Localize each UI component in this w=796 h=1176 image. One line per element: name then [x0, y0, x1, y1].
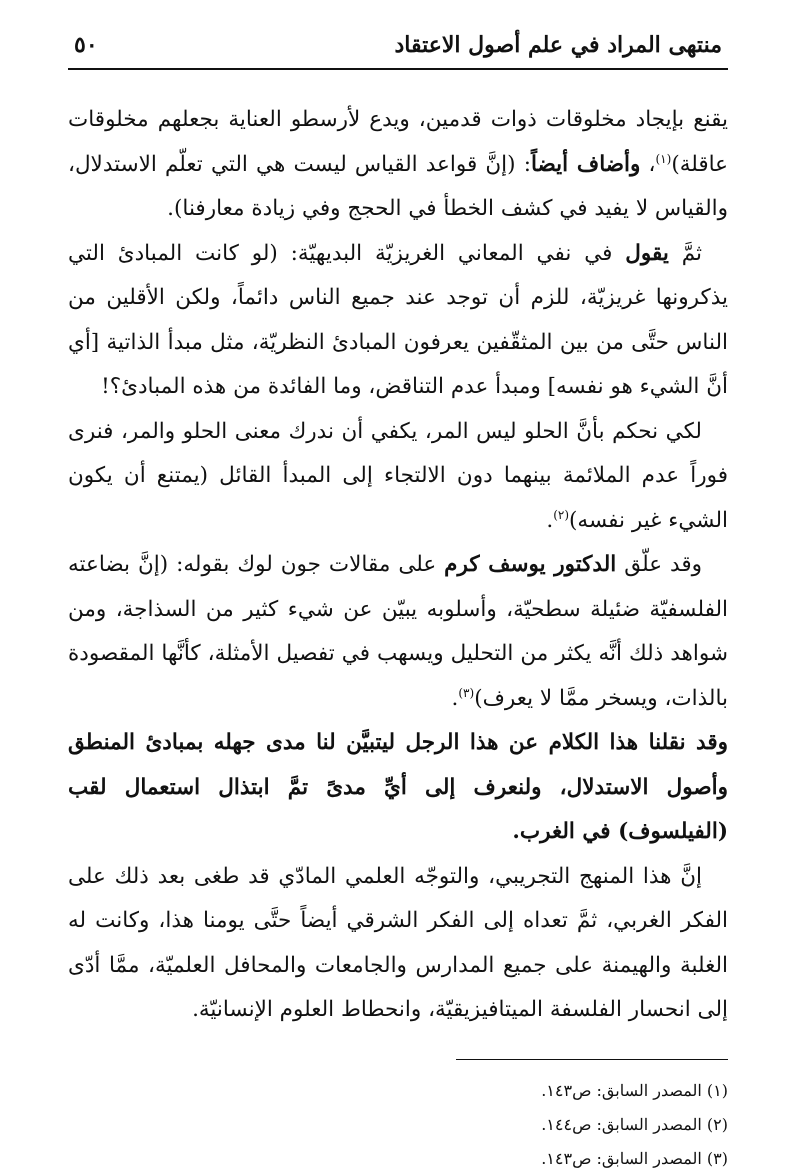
footnote-1: (١) المصدر السابق: ص١٤٣. [541, 1080, 728, 1100]
paragraph-2 [68, 232, 728, 410]
footnote-separator [456, 1059, 728, 1060]
paragraph-5: وقد نقلنا هذا الكلام عن هذا الرجل ليتبيَّن لنا مدى جهله بمبادئ المنطق وأصول الاستدلال، ولنعرف إلى أيِّ مدىً تمَّ ابتذال استعمال لقب (الفيلسوف) في الغرب. [68, 730, 728, 844]
p4-text-b: على مقالات جون لوك بقوله: (إنَّ بضاعته الفلسفيّة ضئيلة سطحيّة، وأسلوبه يبيّن عن شيء كثير من السذاجة، ومن شواهد ذلك أنَّه يكثر من التحليل ويسهب في تفصيل الأمثلة، كأنَّها المقصودة بالذات، ويسخر ممَّا لا يعرف) [68, 552, 728, 711]
p3-text-b: . [546, 507, 554, 533]
footnote-2: (٢) المصدر السابق: ص١٤٤. [541, 1114, 728, 1134]
p1-text-c: : (إنَّ قواعد القياس ليست هي التي تعلّم الاستدلال، والقياس لا يفيد في كشف الخطأ في الحجج وفي زيادة معارفنا). [68, 151, 728, 221]
footnote-ref-3: (٣) [458, 685, 475, 700]
paragraph-6: إنَّ هذا المنهج التجريبي، والتوجّه العلمي المادّي قد طغى بعد ذلك على الفكر الغربي، ثمَّ تعداه إلى الفكر الشرقي أيضاً حتَّى يومنا هذا، وكانت له الغلبة والهيمنة على جميع المدارس والجامعات والمحافل العلميّة، ممَّا أدّى إلى انحسار الفلسفة الميتافيزيقيّة، وانحطاط العلوم الإنسانيّة. [68, 863, 728, 1022]
page-number: ٥٠ [74, 32, 98, 58]
footnotes [68, 1074, 728, 1176]
running-header [68, 32, 728, 70]
p2-text-a: ثمَّ [668, 240, 702, 266]
p3-text-a: لكي نحكم بأنَّ الحلو ليس المر، يكفي أن ندرك معنى الحلو والمر، فنرى فوراً عدم الملائمة بينهما دون الالتجاء إلى المبدأ القائل (يمتنع أن يكون الشيء غير نفسه) [68, 418, 728, 533]
running-title: منتهى المراد في علم أصول الاعتقاد [394, 32, 722, 58]
p1-text-b: ، [640, 151, 656, 177]
p4-text-a: وقد علّق [616, 552, 702, 577]
p4-bold: الدكتور يوسف كرم [444, 552, 617, 577]
footnote-ref-2: (٢) [553, 507, 570, 522]
p1-bold: وأضاف أيضاً [530, 151, 641, 177]
paragraph-3 [68, 410, 728, 544]
paragraph-1 [68, 98, 728, 232]
p2-text-b: في نفي المعاني الغريزيّة البديهيّة: (لو كانت المبادئ التي يذكرونها غريزيّة، للزم أن توجد عند جميع الناس دائماً، ولكن الأقلين من الناس حتَّى من بين المثقّفين يعرفون المبادئ النظريّة، مثل مبدأ الذاتية [أي أنَّ الشيء هو نفسه] ومبدأ عدم التناقض، وما الفائدة من هذه المبادئ؟! [68, 240, 728, 399]
main-text [68, 98, 728, 1033]
footnote-3: (٣) المصدر السابق: ص١٤٣. [541, 1148, 728, 1168]
footnote-ref-1: (١) [655, 151, 672, 166]
p1-text-a: يقنع بإيجاد مخلوقات ذوات قدمين، ويدع لأرسطو العناية بجعلهم مخلوقات عاقلة) [68, 107, 729, 177]
paragraph-4 [68, 543, 728, 721]
p2-bold: يقول [625, 240, 669, 266]
p4-text-c: . [451, 685, 459, 711]
